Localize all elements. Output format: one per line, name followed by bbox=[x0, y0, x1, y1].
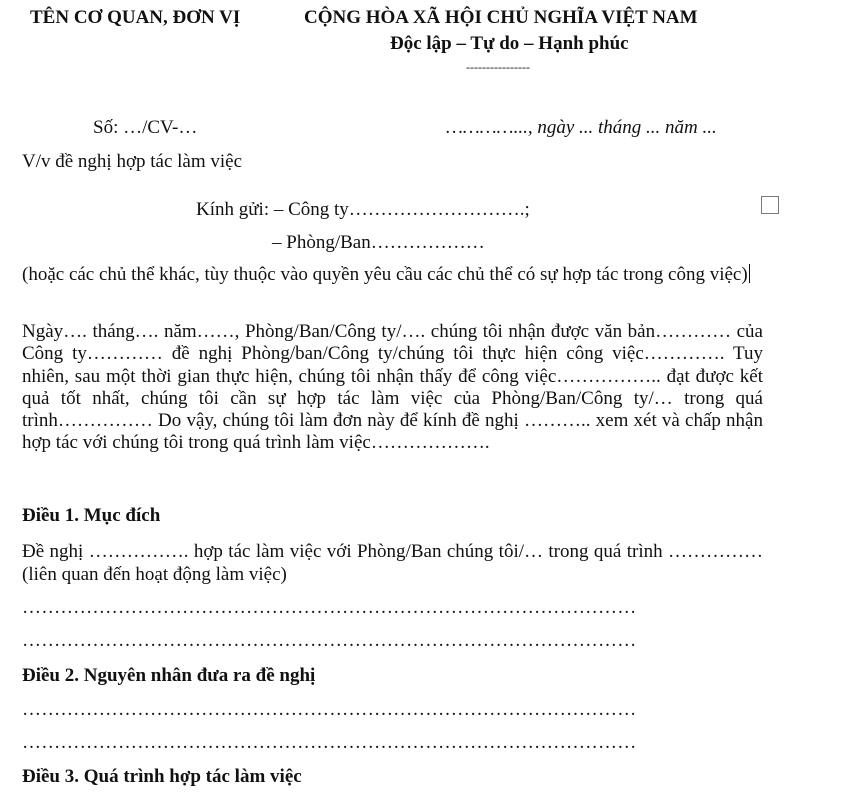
national-motto: Độc lập – Tự do – Hạnh phúc bbox=[390, 33, 629, 54]
section-1-text: Đề nghị ……………. hợp tác làm việc với Phòng/Ban chúng tôi/… trong quá trình …………… (liên quan đến hoạt động làm việc) bbox=[22, 541, 763, 585]
document-number: Số: …/CV-… bbox=[93, 117, 198, 138]
agency-name: TÊN CƠ QUAN, ĐƠN VỊ bbox=[30, 7, 241, 28]
section-2-heading: Điều 2. Nguyên nhân đưa ra đề nghị bbox=[22, 665, 316, 686]
section-1-dot-line: …………………………………………………………………………………… bbox=[22, 630, 637, 651]
section-1-heading: Điều 1. Mục đích bbox=[22, 505, 161, 526]
recipient-note[interactable] bbox=[22, 263, 763, 286]
document-subject: V/v đề nghị hợp tác làm việc bbox=[22, 151, 243, 172]
recipient-note-text: (hoặc các chủ thể khác, tùy thuộc vào quyền yêu cầu các chủ thể có sự hợp tác trong công việc) bbox=[22, 264, 748, 285]
body-paragraph: Ngày…. tháng…. năm……, Phòng/Ban/Công ty/…. chúng tôi nhận được văn bản………… của Công ty………… đề nghị Phòng/ban/Công ty/chúng tôi thực hiện công việc…………. Tuy nhiên, sau một thời gian thực hiện, chúng tôi nhận thấy để công việc…………….. đạt được kết quả tốt nhất, chúng tôi cần sự hợp tác làm việc của Phòng/Ban/Công ty/… trong quá trình…………… Do vậy, chúng tôi làm đơn này để kính đề nghị ……….. xem xét và chấp nhận hợp tác với chúng tôi trong quá trình làm việc………………. bbox=[22, 321, 763, 454]
section-2-dot-line: …………………………………………………………………………………… bbox=[22, 732, 637, 753]
motto-underline: ---------------- bbox=[466, 60, 530, 74]
text-cursor bbox=[749, 264, 750, 283]
section-3-heading: Điều 3. Quá trình hợp tác làm việc bbox=[22, 766, 302, 787]
checkbox[interactable] bbox=[761, 196, 779, 214]
date-line: …………..., ngày ... tháng ... năm ... bbox=[446, 117, 717, 138]
recipient-company: Kính gửi: – Công ty……………………….; bbox=[196, 199, 530, 220]
recipient-department: – Phòng/Ban……………… bbox=[272, 232, 485, 253]
section-1-dot-line: …………………………………………………………………………………… bbox=[22, 597, 637, 618]
section-2-dot-line: …………………………………………………………………………………… bbox=[22, 699, 637, 720]
country-name: CỘNG HÒA XÃ HỘI CHỦ NGHĨA VIỆT NAM bbox=[304, 7, 698, 28]
